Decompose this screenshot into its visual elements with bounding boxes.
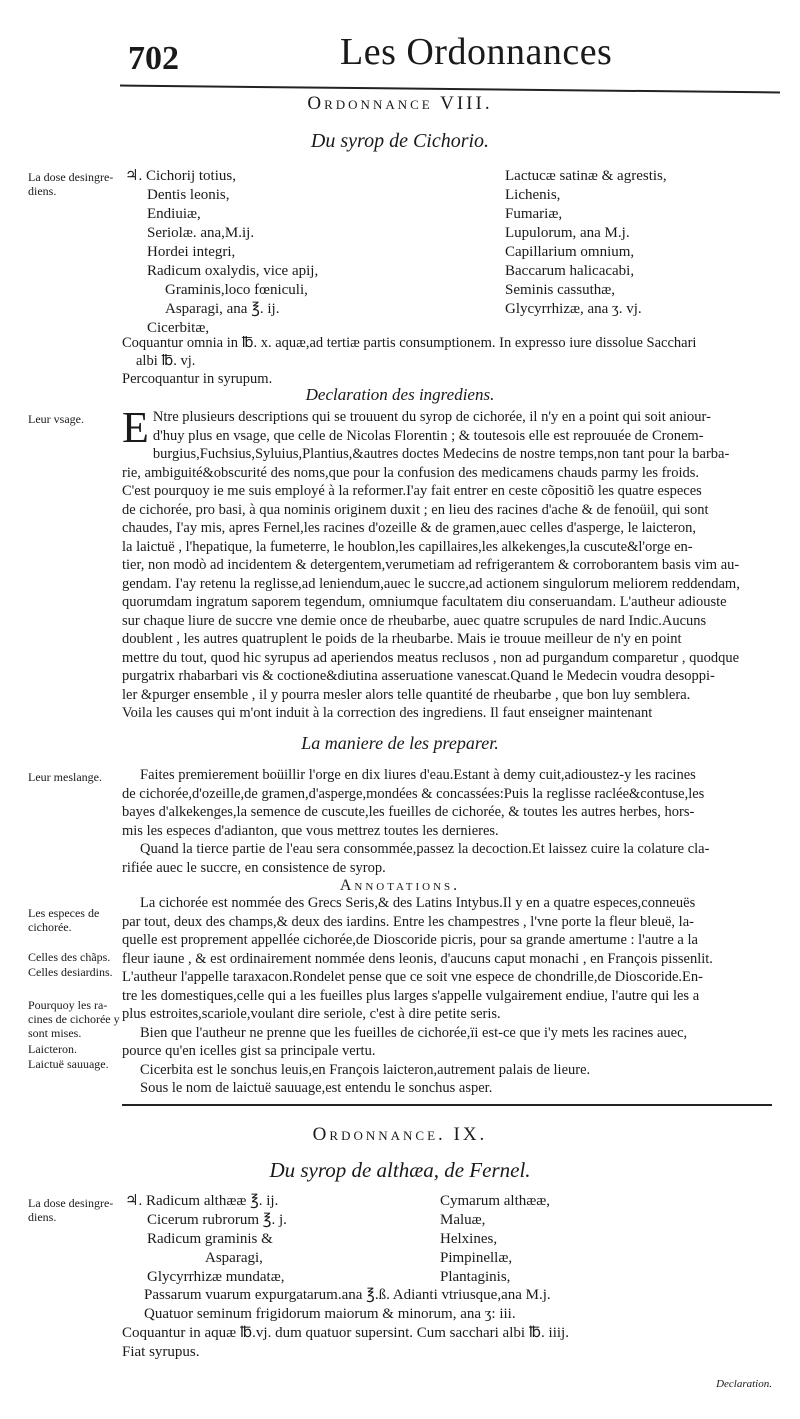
text-line: fleur iaune , & est ordinairement nommée dens leonis, d'aucuns caput monachi , en François pissenlit.: [122, 950, 713, 967]
margin-note-roots: Pourquoy les ra-cines de cichorée y sont mises.: [28, 998, 120, 1040]
declaration-heading: Declaration des ingrediens.: [305, 385, 495, 404]
recipe-text-ix: [122, 1286, 782, 1362]
page-number: 702: [128, 40, 179, 77]
text-line: de cichorée, pro basi, à qua nominis originem duxit ; en lieu des racines d'ache & de fenoüil, qui sont: [122, 501, 709, 518]
ingredient-line: Cicerum rubrorum ℥. j.: [147, 1212, 287, 1228]
ingredient-line: Radicum oxalydis, vice apij,: [147, 263, 319, 279]
declaration-paragraph: [122, 403, 782, 723]
text-line: chaudes, I'ay mis, apres Fernel,les racines d'ozeille & de gramen,auec celles d'asperge, le laicteron,: [122, 520, 697, 536]
margin-note-mix: Leur meslange.: [28, 770, 102, 784]
text-line: Voila les causes qui m'ont induit à la correction des ingrediens. Il faut enseigner maintenant: [122, 705, 653, 721]
recipe-line: Coquantur omnia in ℔. x. aquæ,ad tertiæ partis consumptionem. In expresso iure dissolue Sacchari: [122, 335, 697, 351]
catchword: Declaration.: [716, 1378, 772, 1390]
recipe-line: albi ℔. vj.: [136, 353, 196, 369]
recipe-line: Fiat syrupus.: [122, 1344, 200, 1360]
recipe-line: Coquantur in aquæ ℔.vj. dum quatuor supersint. Cum sacchari albi ℔. iiij.: [122, 1325, 569, 1341]
margin-note-fields: Celles des chãps.: [28, 950, 111, 964]
text-line: ler &purger ensemble , il y pourra mesler alors telle quantité de rheubarbe , que bon luy semblera.: [122, 686, 691, 703]
text-line: tier, non modò ad incidentem & detergentem,verumetiam ad refrigerantem & corroborantem basis vim au-: [122, 557, 740, 573]
text-line: bayes d'alkekenges,la semence de cuscute,les fueilles de cichorée, & toutes les autres herbes, hors-: [122, 804, 695, 820]
ingredient-line: Lupulorum, ana M.j.: [505, 225, 630, 241]
ingredient-line: Hordei integri,: [147, 244, 236, 260]
text-line: sur chaque liure de succre vne demie once de rheubarbe, auec quatre scrupules de nard Indic.Aucuns: [122, 612, 707, 629]
annotations-paragraph: [122, 894, 782, 1098]
ingredient-line: Cicerbitæ,: [147, 320, 210, 336]
text-line: la laictuë , l'hepatique, la fumeterre, le houblon,les capillaires,les alkekenges,la cuscute&l'orge en-: [122, 538, 693, 555]
text-line: doublent , les autres quatruplent le poids de la rheubarbe. Mais ie trouue meilleur de n'y en point: [122, 631, 682, 647]
recipe-line: Passarum vuarum expurgatarum.ana ℥.ß. Adianti vtriusque,ana M.j.: [144, 1287, 551, 1303]
text-line: burgius,Fuchsius,Syluius,Plantius,&autres doctes Medecins de nostre temps,non tant pour la barba-: [152, 446, 730, 462]
recipe-line: Quatuor seminum frigidorum maiorum & minorum, ana ʒ: iii.: [144, 1306, 516, 1322]
running-title: Les Ordonnances: [340, 31, 613, 73]
ingredient-column-right: [505, 167, 775, 319]
ingredient-line: Graminis,loco fœniculi,: [165, 282, 308, 298]
text-line: Ntre plusieurs descriptions qui se trouuent du syrop de cichorée, il n'y en a point qui soit aniour-: [152, 409, 711, 425]
margin-note-species: Les especes de cichorée.: [28, 906, 100, 934]
margin-note-dose-ix: La dose desingre-diens.: [28, 1196, 114, 1224]
ingredient-line: Seminis cassuthæ,: [505, 282, 616, 298]
recipe-line: Percoquantur in syrupum.: [122, 371, 273, 387]
ingredient-line: Fumariæ,: [505, 206, 563, 222]
text-line: quelle est proprement appellée cichorée,de Dioscoride picris, pour sa grande amertume : l'autre a la: [122, 932, 698, 948]
text-line: Cicerbita est le sonchus leuis,en François laicteron,autrement palais de lieure.: [140, 1061, 591, 1078]
ingredient-line: Asparagi,: [205, 1250, 263, 1266]
recipe-text: [122, 334, 782, 388]
margin-note-dose: La dose desingre-diens.: [28, 170, 114, 198]
text-line: Faites premierement boüillir l'orge en dix liures d'eau.Estant à demy cuit,adioustez-y les racines: [140, 767, 696, 783]
page-header: [120, 22, 760, 82]
text-line: Quand la tierce partie de l'eau sera consommée,passez la decoction.Et laissez cuire la colature cla-: [140, 841, 710, 857]
ordonnance-viii-title: Ordonnance VIII.: [307, 93, 493, 114]
drop-cap: E: [122, 403, 149, 452]
ingredient-line: Dentis leonis,: [147, 187, 230, 203]
text-line: de cichorée,d'ozeille,de gramen,d'asperge,mondées & concassées:Puis la reglisse raclée&contuse,les: [122, 785, 705, 802]
ingredient-line: Maluæ,: [440, 1212, 486, 1228]
ingredient-line: Pimpinellæ,: [440, 1250, 513, 1266]
ingredient-line: Endiuiæ,: [147, 206, 201, 222]
ingredient-line: Helxines,: [440, 1231, 498, 1247]
ingredient-line: Lichenis,: [505, 187, 561, 203]
preparation-heading: La maniere de les preparer.: [301, 733, 499, 753]
ingredient-line: ♃. Radicum althææ ℥. ij.: [125, 1193, 279, 1209]
ingredient-line: Cymarum althææ,: [440, 1193, 550, 1209]
annotations-heading: Annotations.: [339, 877, 461, 894]
margin-note-gardens: Celles desiardins.: [28, 965, 113, 979]
text-line: rie, ambiguité&obscurité des noms,que pour la confusion des medicamens chauds parmy les froids.: [122, 464, 700, 481]
margin-note-wild-lettuce: Laictuë sauuage.: [28, 1057, 109, 1071]
ordonnance-viii-subtitle: Du syrop de Cichorio.: [310, 130, 490, 152]
text-line: L'autheur l'appelle taraxacon.Rondelet pense que ce soit vne espece de chondrille,de Dioscoride.En-: [122, 969, 703, 985]
text-line: pource qu'en icelles gist sa principale vertu.: [122, 1043, 376, 1059]
ingredient-line: Glycyrrhizæ mundatæ,: [147, 1269, 285, 1285]
text-line: Sous le nom de laictuë sauuage,est entendu le sonchus asper.: [140, 1080, 493, 1096]
text-line: C'est pourquoy ie me suis employé à la reformer.I'ay fait entrer en ceste cõpositiõ les quatre especes: [122, 483, 702, 499]
text-line: plus estroites,scariole,voulant dire seriole, c'est à dire petite seris.: [122, 1006, 501, 1022]
margin-note-laicteron: Laicteron.: [28, 1042, 77, 1056]
text-line: rifiée auec le succre, en consistence de syrop.: [122, 859, 386, 876]
ingredient-column-left-ix: [125, 1192, 435, 1287]
ordonnance-ix-subtitle: Du syrop de althæa, de Fernel.: [269, 1158, 531, 1182]
ingredient-line: Lactucæ satinæ & agrestis,: [505, 168, 667, 184]
text-line: par tout, deux des champs,& deux des iardins. Entre les champestres , l'vne porte la fleur bleuë, la-: [122, 913, 694, 930]
ingredient-line: Glycyrrhizæ, ana ʒ. vj.: [505, 301, 642, 317]
ordonnance-ix-title: Ordonnance. IX.: [312, 1124, 488, 1145]
text-line: mettre du tout, quod hic syrupus ad aperiendos meatus reclusos , non ad purgandum comparetur , quodque: [122, 649, 740, 666]
ingredient-line: ♃. Cichorij totius,: [125, 168, 236, 184]
text-line: La cichorée est nommée des Grecs Seris,& des Latins Intybus.Il y en a quatre especes,conneuës: [140, 895, 696, 911]
text-line: quorumdam ingratum saporem tegendum, omniumque facultatem diu conseruandam. L'autheur adiouste: [122, 594, 727, 610]
preparation-paragraph: [122, 766, 782, 877]
ingredient-line: Capillarium omnium,: [505, 244, 635, 260]
text-line: mis les especes d'adianton, que vous mettrez toutes les dernieres.: [122, 822, 499, 839]
section-rule: [122, 1104, 772, 1106]
text-line: gendam. I'ay retenu la reglisse,ad leniendum,auec le succre,ad actionem singulorum meliorem reddendam,: [122, 575, 740, 592]
ingredient-line: Plantaginis,: [440, 1269, 511, 1285]
ingredient-line: Baccarum halicacabi,: [505, 263, 635, 279]
ingredient-line: Seriolæ. ana,M.ij.: [147, 225, 255, 241]
text-line: purgatrix rhabarbari vis & coctione&diutina asseruatione vanescat.Quand le Medecin voudra desoppi-: [122, 668, 715, 684]
margin-note-usage: Leur vsage.: [28, 412, 84, 426]
ingredient-line: Asparagi, ana ℥. ij.: [165, 301, 280, 317]
ingredient-column-left: [125, 167, 495, 338]
text-line: Bien que l'autheur ne prenne que les fueilles de cichorée,ïi est-ce que i'y mets les racines auec,: [140, 1024, 688, 1041]
text-line: d'huy plus en vsage, que celle de Nicolas Florentin ; & toutesois elle est reprouuée de Cronem-: [152, 427, 704, 444]
ingredient-column-right-ix: [440, 1192, 740, 1287]
ingredient-line: Radicum graminis &: [147, 1231, 273, 1247]
text-line: tre les domestiques,celle qui a les fueilles plus larges s'appelle vulgairement endiue, l'autre qui les a: [122, 987, 700, 1004]
